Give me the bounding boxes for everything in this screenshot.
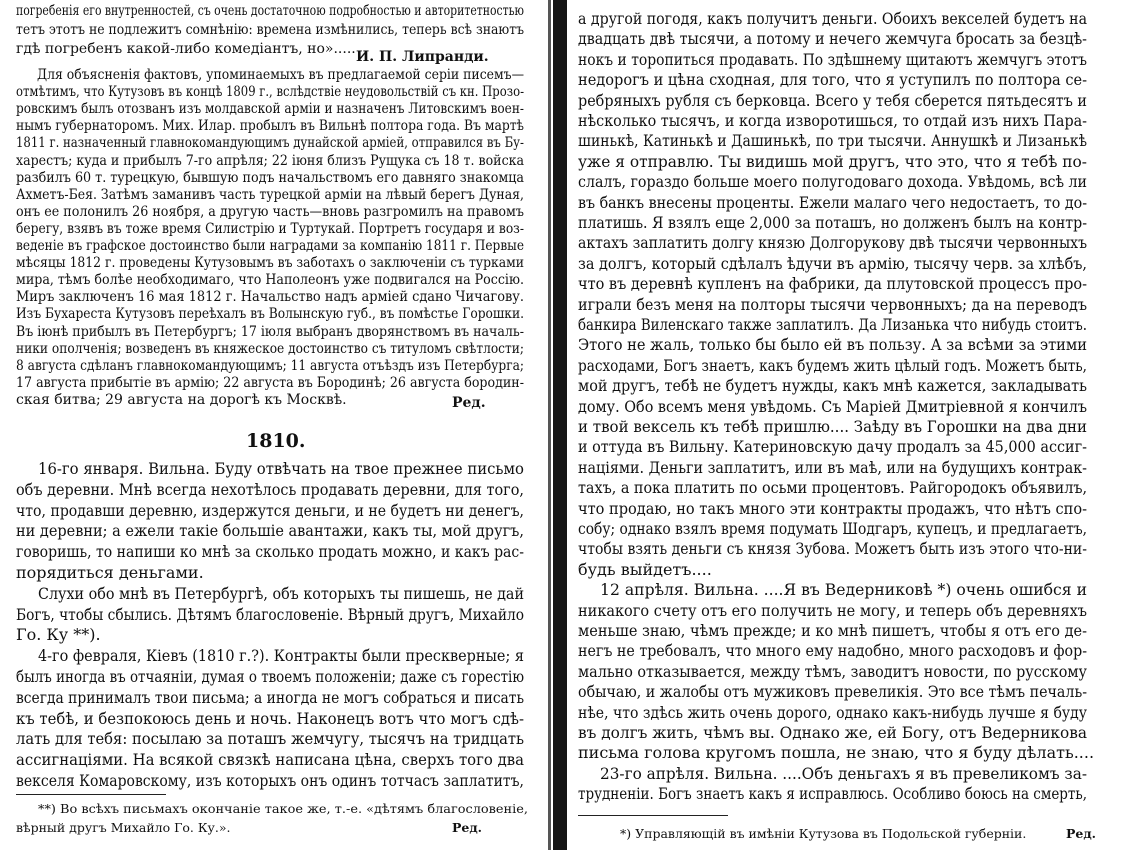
intro-note-line: берегу, взявъ въ тоже время Силистрію и Туртукай. Портретъ государя и воз-	[16, 220, 524, 237]
letter-line: ассигнаціями. На всякой связкѣ написана цѣна, сверхъ того два	[16, 750, 524, 770]
letter-line: тахъ, а пока платить по осьми процентовъ. Райгородокъ объявилъ,	[578, 478, 1087, 498]
letter-line: за долгъ, который сдѣлалъ ѣдучи въ армію, тысячу черв. за хлѣбъ,	[578, 253, 1087, 273]
intro-note-line: ровскимъ былъ отозванъ изъ молдавской арміи и назначенъ Литовскимъ воен-	[16, 101, 524, 118]
letter-line: двадцать двѣ тысячи, а потому и нечего жемчуга бросать за безцѣ-	[578, 29, 1087, 49]
intro-note-line: мира, тѣмъ болѣе необходимаго, что Наполеонъ уже подвигался на Россію.	[16, 272, 524, 289]
intro-note-line: 1811 г. назначенный главнокомандующимъ дунайской арміей, отправился въ Бу-	[16, 135, 524, 152]
footnote-line: вѣрный другъ Михайло Го. Ку.».	[16, 820, 231, 835]
intro-note-line: 8 августа сдѣланъ главнокомандующимъ; 11 августа отъѣздъ изъ Петербурга;	[16, 357, 524, 374]
letter-line: ни деревни; а ежели такіе большіе авантажи, какъ ты, мой другъ,	[16, 521, 524, 541]
intro-note-line: отмѣтимъ, что Кутузовъ въ концѣ 1809 г., вслѣдствіе неудовольствій съ кн. Прозо-	[16, 84, 524, 101]
letter-line: объ деревни. Мнѣ всегда нехотѣлось продавать деревни, для того,	[16, 479, 524, 499]
letter-line: играли безъ меня на полторы тысячи червонныхъ; да на переводъ	[578, 294, 1087, 314]
letter-line: порядиться деньгами.	[16, 563, 204, 582]
letter-line: и оттуда въ Вильну. Катериновскую дачу продалъ за 45,000 ассиг-	[578, 437, 1087, 457]
footnote-line: **) Во всѣхъ письмахъ окончаніе такое же, т.-е. «дѣтямъ благословеніе,	[38, 801, 528, 816]
year-heading: 1810.	[246, 430, 306, 452]
letter-line: Богъ, чтобы сбылись. Дѣтямъ благословеніе. Вѣрный другъ, Михайло	[16, 604, 524, 624]
right-page	[572, 0, 1129, 850]
letter-line: ребряныхъ рубля съ берковца. Всего у тебя сберется пятьдесятъ и	[578, 90, 1087, 110]
intro-note-line: 17 августа прибытіе въ армію; 22 августа въ Бородинѣ; 26 августа бородин-	[16, 374, 524, 391]
letter-line: къ тебѣ, и безпокоюсь день и ночь. Наконецъ вотъ что могъ сдѣ-	[16, 708, 524, 728]
letter-line: говоришь, то напиши ко мнѣ за сколько продать можно, и какъ рас-	[16, 542, 524, 562]
letter-line: нѣсколько тысячъ, и когда изворотишься, то отдай изъ нихъ Пара-	[578, 111, 1087, 130]
letter-line: 4-го февраля, Кіевъ (1810 г.?). Контракты были прескверные; я	[38, 646, 524, 666]
letter-line: Го. Ку **).	[16, 625, 101, 645]
letter-line: что въ деревнѣ купленъ на фабрики, да плутовской процессъ про-	[578, 274, 1087, 294]
intro-note-line: Ахметъ-Бея. Затѣмъ заманивъ часть турецкой арміи на лѣвый берегъ Дуная,	[16, 186, 524, 203]
letter-line: въ банкъ внесены проценты. Ежели малаго чего недостаетъ, то до-	[578, 192, 1087, 212]
letter-line: нокъ и торопиться продавать. По здѣшнему щитаютъ жемчугъ этотъ	[578, 49, 1087, 69]
footnote-rule	[16, 794, 166, 795]
intro-note-line: тетъ этотъ не подлежитъ сомнѣнію: времена измѣнились, теперь всѣ знаютъ	[16, 22, 524, 38]
letter-line: лать для тебя: посылаю за поташъ жемчугу, тысячъ на тридцать	[16, 729, 524, 749]
intro-note-line: веденіе въ графское достоинство были наградами за компанію 1811 г. Первые	[16, 238, 524, 254]
letter-line: трудненіи. Богъ знаетъ какъ я исправлюсь. Особливо боюсь на смерть,	[578, 784, 1087, 804]
letter-line: слалъ, гораздо больше моего полугодоваго дохода. Увѣдомь, всѣ ли	[578, 172, 1087, 192]
letter-line: никакого счету отъ его получить не могу, и теперь объ деревняхъ	[578, 600, 1087, 620]
letter-line: уже я отправлю. Ты видишь мой другъ, что это, что я тебѣ по-	[578, 151, 1087, 171]
letter-line: и твой вексель къ тебѣ пришлю.... Заѣду въ Горошки на два дни	[578, 417, 1087, 436]
letter-line: расходами, Богъ знаетъ, какъ будемъ жить цѣлый годъ. Можетъ быть,	[578, 355, 1087, 375]
footnote-line: *) Управляющій въ имѣніи Кутузова въ Подольской губерніи.	[620, 826, 1027, 841]
letter-line: мой другъ, тебѣ не будетъ нужды, какъ мнѣ кажется, закладывать	[578, 376, 1087, 396]
letter-line: 23-го апрѣля. Вильна. ....Объ деньгахъ я въ превеликомъ за-	[600, 763, 1087, 783]
editor-mark: Ред.	[452, 820, 483, 835]
letter-line: векселя Комаровскому, изъ которыхъ онъ одинъ тотчасъ заплатитъ,	[16, 771, 524, 790]
footnote-rule	[578, 815, 728, 816]
intro-note-line: ники ополченія; возведенъ въ княжеское достоинство съ титуломъ свѣтлости;	[16, 340, 524, 357]
intro-note-line: Миръ заключенъ 16 мая 1812 г. Начальство надъ арміей сдано Чичагову.	[16, 289, 524, 306]
book-spine-shadow	[553, 0, 567, 850]
letter-line: что, продавши деревню, издержутся деньги, и не будетъ ни денегъ,	[16, 500, 524, 520]
intro-note-line: гдѣ погребенъ какой-либо комедіантъ, но».....	[16, 41, 356, 57]
editor-mark: Ред.	[452, 395, 486, 411]
letter-line: актахъ заплатить долгу князю Долгорукову двѣ тысячи червонныхъ	[578, 233, 1087, 253]
intro-note-line: ская битва; 29 августа на дорогѣ къ Москвѣ.	[16, 391, 347, 408]
letter-line: банкира Виленскаго также заплатилъ. Да Лизанька что нибудь стоитъ.	[578, 315, 1087, 334]
letter-line: мально отказывается, между тѣмъ, заводитъ новости, по русскому	[578, 661, 1087, 681]
intro-note-line: нымъ губернаторомъ. Мих. Илар. пробылъ въ Вильнѣ полтора года. Въ мартѣ	[16, 118, 524, 135]
letter-line: шинькѣ, Катинькѣ и Дашинькѣ, по три тысячи. Аннушкѣ и Лизанькѣ	[578, 131, 1087, 151]
editor-mark: Ред.	[1066, 826, 1097, 841]
letter-line: дому. Обо всемъ меня увѣдомь. Съ Маріей Дмитріевной я кончилъ	[578, 396, 1087, 416]
letter-line: недорогъ и цѣна сходная, для того, что я уступилъ по полтора се-	[578, 70, 1087, 90]
letter-line: а другой погодя, какъ получитъ деньги. Обоихъ векселей будетъ на	[578, 9, 1087, 28]
letter-line: собу; однако взялъ время подумать Шодгаръ, купецъ, и предлагаетъ,	[578, 519, 1087, 538]
signature-liprandi: И. П. Липранди.	[356, 49, 489, 65]
letter-line: что продаю, но такъ много эти контракты продажъ, что нѣтъ спо-	[578, 498, 1087, 518]
intro-note-line: Въ іюнѣ прибылъ въ Петербургъ; 17 іюля выбранъ дворянствомъ въ началь-	[16, 323, 524, 340]
letter-line: въ долгъ жить, чѣмъ вы. Однако же, ей Богу, отъ Ведерникова	[578, 723, 1087, 742]
letter-line: чтобы взять деньги съ князя Зубова. Можетъ быть изъ этого что-ни-	[578, 539, 1087, 559]
letter-line: меньше знаю, чѣмъ прежде; и ко мнѣ пишетъ, чтобы я отъ его де-	[578, 621, 1087, 640]
intro-note-line: погребенія его внутренностей, съ очень достаточною подробностью и авторитетностью	[16, 3, 524, 19]
letter-line: нѣе, что здѣсь жить очень дорого, однако какъ-нибудь лучше я буду	[578, 702, 1087, 722]
left-page	[0, 0, 545, 850]
letter-line: 12 апрѣля. Вильна. ....Я въ Ведерниковѣ *) очень ошибся и	[600, 580, 1087, 600]
page-gutter-edge	[548, 0, 551, 850]
intro-note-line: Изъ Бухареста Кутузовъ переѣхалъ въ Волынскую губ., въ помѣстье Горошки.	[16, 306, 524, 323]
letter-line: всегда принималъ твои письма; а иногда не могъ собраться и писать	[16, 687, 524, 707]
letter-line: Слухи обо мнѣ въ Петербургѣ, объ которыхъ ты пишешь, не дай	[38, 583, 524, 603]
letter-line: Этого не жаль, только бы было ей въ пользу. А за всѣми за этими	[578, 335, 1087, 355]
letter-line: 16-го января. Вильна. Буду отвѣчать на твое прежнее письмо	[38, 459, 524, 478]
letter-line: негъ не требовалъ, что много ему надобно, много расходовъ и фор-	[578, 641, 1087, 661]
intro-note-line: разбилъ 60 т. турецкую, бывшую подъ начальствомъ его давняго знакомца	[16, 169, 524, 186]
intro-note-line: мѣсяцы 1812 г. проведены Кутузовымъ въ заботахъ о заключеніи съ турками	[16, 255, 524, 272]
letter-line: обычаю, и жалобы отъ мужиковъ превеликія. Это все тѣмъ печаль-	[578, 682, 1087, 702]
letter-line: платишь. Я взялъ еще 2,000 за поташъ, но долженъ былъ на контр-	[578, 213, 1087, 232]
intro-note-line: онъ ее полонилъ 26 ноября, а другую часть—вновь разгромилъ на правомъ	[16, 203, 524, 220]
letter-line: письма голова кругомъ пошла, не знаю, что я буду дѣлать....	[578, 743, 1095, 763]
intro-note-line: Для объясненія фактовъ, упоминаемыхъ въ предлагаемой серіи писемъ—	[37, 67, 524, 83]
intro-note-line: харестъ; куда и прибылъ 7-го апрѣля; 22 іюня близъ Рущука съ 18 т. войска	[16, 152, 524, 169]
letter-line: націями. Деньги заплатитъ, или въ маѣ, или на будущихъ контрак-	[578, 457, 1087, 477]
letter-line: былъ иногда въ отчаяніи, думая о твоемъ положеніи; даже съ горестію	[16, 667, 524, 686]
letter-line: будь выйдетъ....	[578, 559, 712, 579]
